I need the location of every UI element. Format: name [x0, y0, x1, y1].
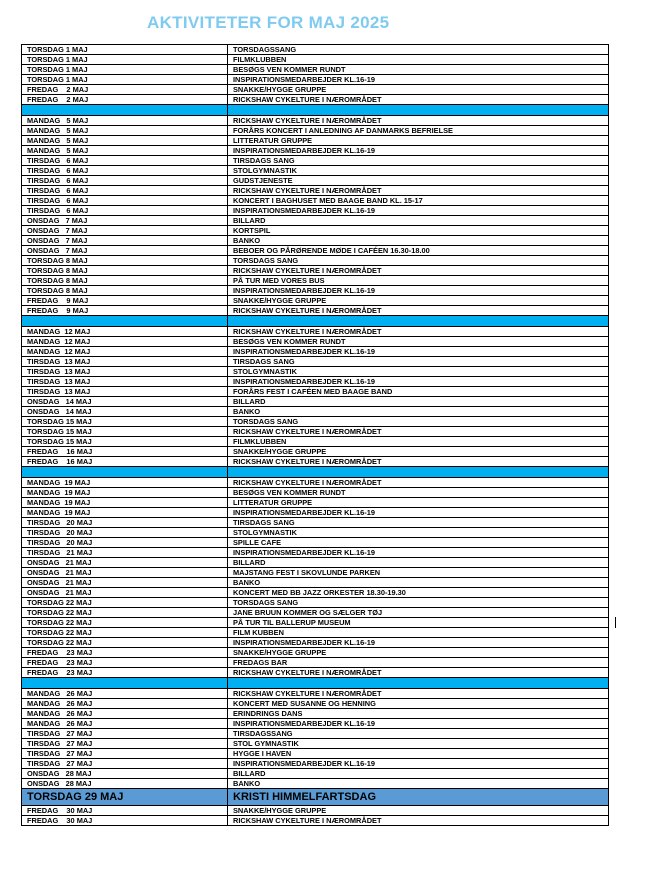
activity-cell: MAJSTANG FEST I SKOVLUNDE PARKEN [228, 568, 609, 578]
day-cell: TORSDAG 22 MAJ [22, 598, 228, 608]
day-cell: TIRSDAG 27 MAJ [22, 749, 228, 759]
schedule-row [22, 65, 609, 75]
activity-cell: INSPIRATIONSMEDARBEJDER KL.16-19 [228, 286, 609, 296]
day-cell: ONSDAG 7 MAJ [22, 216, 228, 226]
schedule-row [22, 156, 609, 166]
day-cell: TIRSDAG 6 MAJ [22, 206, 228, 216]
activity-cell: INSPIRATIONSMEDARBEJDER KL.16-19 [228, 548, 609, 558]
activity-cell: STOLGYMNASTIK [228, 166, 609, 176]
schedule-row [22, 658, 609, 668]
schedule-row [22, 498, 609, 508]
day-cell: ONSDAG 14 MAJ [22, 397, 228, 407]
activity-cell: BESØGS VEN KOMMER RUNDT [228, 337, 609, 347]
activity-cell: TORSDAGS SANG [228, 598, 609, 608]
schedule-row [22, 216, 609, 226]
schedule-row [22, 447, 609, 457]
activity-cell: INSPIRATIONSMEDARBEJDER KL.16-19 [228, 347, 609, 357]
day-cell: MANDAG 5 MAJ [22, 146, 228, 156]
schedule-row [22, 816, 609, 826]
day-cell: MANDAG 26 MAJ [22, 719, 228, 729]
activity-cell: PÅ TUR TIL BALLERUP MUSEUM [228, 618, 609, 628]
schedule-row [22, 538, 609, 548]
schedule-table-container [21, 44, 609, 826]
activity-cell: TIRSDAGSSANG [228, 729, 609, 739]
separator-cell [22, 467, 228, 478]
activity-cell: TIRSDAGS SANG [228, 518, 609, 528]
day-cell: MANDAG 19 MAJ [22, 498, 228, 508]
activity-cell: BANKO [228, 779, 609, 789]
activity-cell: SNAKKE/HYGGE GRUPPE [228, 85, 609, 95]
day-cell: TIRSDAG 13 MAJ [22, 387, 228, 397]
day-cell: TIRSDAG 21 MAJ [22, 548, 228, 558]
schedule-row [22, 357, 609, 367]
schedule-row [22, 387, 609, 397]
day-cell: TIRSDAG 20 MAJ [22, 538, 228, 548]
schedule-row [22, 377, 609, 387]
schedule-row [22, 638, 609, 648]
day-cell: TORSDAG 8 MAJ [22, 266, 228, 276]
day-cell: TORSDAG 22 MAJ [22, 608, 228, 618]
day-cell: FREDAG 23 MAJ [22, 668, 228, 678]
schedule-row [22, 206, 609, 216]
schedule-row [22, 196, 609, 206]
day-cell: FREDAG 16 MAJ [22, 447, 228, 457]
day-cell: ONSDAG 21 MAJ [22, 578, 228, 588]
schedule-row [22, 95, 609, 105]
day-cell: ONSDAG 7 MAJ [22, 226, 228, 236]
schedule-row [22, 256, 609, 266]
activity-cell: FREDAGS BAR [228, 658, 609, 668]
day-cell: FREDAG 16 MAJ [22, 457, 228, 467]
schedule-row [22, 176, 609, 186]
activity-cell: RICKSHAW CYKELTURE I NÆROMRÅDET [228, 266, 609, 276]
day-cell: TORSDAG 22 MAJ [22, 618, 228, 628]
activity-cell: INSPIRATIONSMEDARBEJDER KL.16-19 [228, 719, 609, 729]
schedule-row [22, 457, 609, 467]
day-cell: FREDAG 9 MAJ [22, 306, 228, 316]
schedule-row [22, 367, 609, 377]
activity-cell: RICKSHAW CYKELTURE I NÆROMRÅDET [228, 186, 609, 196]
day-cell: MANDAG 26 MAJ [22, 699, 228, 709]
schedule-row [22, 548, 609, 558]
schedule-row [22, 668, 609, 678]
day-cell: FREDAG 2 MAJ [22, 95, 228, 105]
day-cell: FREDAG 9 MAJ [22, 296, 228, 306]
activity-cell: BEBOER OG PÅRØRENDE MØDE I CAFÉEN 16.30-18.00 [228, 246, 609, 256]
cursor-mark [615, 617, 616, 628]
activity-cell: INSPIRATIONSMEDARBEJDER KL.16-19 [228, 377, 609, 387]
activity-cell: RICKSHAW CYKELTURE I NÆROMRÅDET [228, 668, 609, 678]
day-cell: MANDAG 19 MAJ [22, 488, 228, 498]
day-cell: TIRSDAG 6 MAJ [22, 156, 228, 166]
schedule-row [22, 478, 609, 488]
schedule-row [22, 437, 609, 447]
schedule-row [22, 427, 609, 437]
day-cell: FREDAG 30 MAJ [22, 806, 228, 816]
schedule-row [22, 608, 609, 618]
week-separator-row [22, 316, 609, 327]
schedule-rows [22, 45, 609, 826]
schedule-row [22, 327, 609, 337]
schedule-row [22, 508, 609, 518]
schedule-row [22, 397, 609, 407]
schedule-row [22, 45, 609, 55]
activity-cell: RICKSHAW CYKELTURE I NÆROMRÅDET [228, 327, 609, 337]
day-cell: MANDAG 5 MAJ [22, 136, 228, 146]
activity-cell: PÅ TUR MED VORES BUS [228, 276, 609, 286]
activity-cell: BESØGS VEN KOMMER RUNDT [228, 488, 609, 498]
schedule-row [22, 568, 609, 578]
activity-cell: INSPIRATIONSMEDARBEJDER KL.16-19 [228, 638, 609, 648]
schedule-row [22, 337, 609, 347]
activity-cell: FILMKLUBBEN [228, 437, 609, 447]
day-cell: TIRSDAG 6 MAJ [22, 166, 228, 176]
day-cell: TIRSDAG 6 MAJ [22, 186, 228, 196]
day-cell: FREDAG 23 MAJ [22, 648, 228, 658]
separator-cell [228, 678, 609, 689]
activity-cell: RICKSHAW CYKELTURE I NÆROMRÅDET [228, 306, 609, 316]
activity-cell: LITTERATUR GRUPPE [228, 498, 609, 508]
activity-cell: RICKSHAW CYKELTURE I NÆROMRÅDET [228, 689, 609, 699]
week-separator-row [22, 467, 609, 478]
day-cell: TORSDAG 22 MAJ [22, 638, 228, 648]
schedule-row [22, 528, 609, 538]
activity-cell: RICKSHAW CYKELTURE I NÆROMRÅDET [228, 427, 609, 437]
day-cell: TORSDAG 15 MAJ [22, 427, 228, 437]
day-cell: MANDAG 12 MAJ [22, 327, 228, 337]
day-cell: TIRSDAG 13 MAJ [22, 377, 228, 387]
schedule-row [22, 618, 609, 628]
activity-cell: KONCERT MED SUSANNE OG HENNING [228, 699, 609, 709]
schedule-row [22, 347, 609, 357]
schedule-row [22, 126, 609, 136]
activity-cell: RICKSHAW CYKELTURE I NÆROMRÅDET [228, 816, 609, 826]
day-cell: TIRSDAG 27 MAJ [22, 759, 228, 769]
schedule-row [22, 779, 609, 789]
day-cell: TORSDAG 15 MAJ [22, 417, 228, 427]
day-cell: TORSDAG 22 MAJ [22, 628, 228, 638]
day-cell: TIRSDAG 6 MAJ [22, 196, 228, 206]
day-cell: MANDAG 12 MAJ [22, 337, 228, 347]
activity-cell: RICKSHAW CYKELTURE I NÆROMRÅDET [228, 478, 609, 488]
schedule-row [22, 699, 609, 709]
schedule-row [22, 648, 609, 658]
schedule-row [22, 769, 609, 779]
day-cell: MANDAG 19 MAJ [22, 478, 228, 488]
schedule-row [22, 488, 609, 498]
activity-cell: STOLGYMNASTIK [228, 528, 609, 538]
schedule-row [22, 709, 609, 719]
day-cell: MANDAG 12 MAJ [22, 347, 228, 357]
schedule-row [22, 146, 609, 156]
day-cell: TIRSDAG 20 MAJ [22, 518, 228, 528]
page-title: AKTIVITETER FOR MAJ 2025 [147, 13, 390, 32]
day-cell: TORSDAG 1 MAJ [22, 75, 228, 85]
activity-cell: KRISTI HIMMELFARTSDAG [228, 789, 609, 806]
schedule-row [22, 116, 609, 126]
schedule-row [22, 518, 609, 528]
activity-cell: JANE BRUUN KOMMER OG SÆLGER TØJ [228, 608, 609, 618]
day-cell: TORSDAG 15 MAJ [22, 437, 228, 447]
activity-cell: TORSDAGS SANG [228, 256, 609, 266]
schedule-row [22, 246, 609, 256]
activity-cell: ERINDRINGS DANS [228, 709, 609, 719]
schedule-row [22, 749, 609, 759]
activity-cell: BILLARD [228, 558, 609, 568]
schedule-row [22, 689, 609, 699]
schedule-row [22, 407, 609, 417]
activity-cell: BANKO [228, 578, 609, 588]
activity-cell: BILLARD [228, 216, 609, 226]
schedule-row [22, 558, 609, 568]
day-cell: TORSDAG 1 MAJ [22, 55, 228, 65]
activity-cell: BILLARD [228, 769, 609, 779]
schedule-row [22, 806, 609, 816]
schedule-row [22, 759, 609, 769]
schedule-table [21, 44, 609, 826]
activity-cell: TIRSDAGS SANG [228, 156, 609, 166]
activity-cell: LITTERATUR GRUPPE [228, 136, 609, 146]
schedule-row [22, 286, 609, 296]
day-cell: TIRSDAG 6 MAJ [22, 176, 228, 186]
schedule-row [22, 417, 609, 427]
schedule-row [22, 85, 609, 95]
schedule-row [22, 236, 609, 246]
separator-cell [22, 316, 228, 327]
day-cell: MANDAG 5 MAJ [22, 116, 228, 126]
day-cell: TIRSDAG 20 MAJ [22, 528, 228, 538]
schedule-row [22, 166, 609, 176]
schedule-row [22, 136, 609, 146]
activity-cell: STOLGYMNASTIK [228, 367, 609, 377]
activity-cell: SNAKKE/HYGGE GRUPPE [228, 806, 609, 816]
day-cell: TORSDAG 1 MAJ [22, 65, 228, 75]
day-cell: TIRSDAG 27 MAJ [22, 739, 228, 749]
schedule-row [22, 628, 609, 638]
day-cell: TORSDAG 1 MAJ [22, 45, 228, 55]
week-separator-row [22, 105, 609, 116]
highlight-row [22, 789, 609, 806]
day-cell: FREDAG 2 MAJ [22, 85, 228, 95]
separator-cell [228, 105, 609, 116]
activity-cell: KONCERT MED BB JAZZ ORKESTER 18.30-19.30 [228, 588, 609, 598]
activity-cell: INSPIRATIONSMEDARBEJDER KL.16-19 [228, 508, 609, 518]
schedule-row [22, 75, 609, 85]
activity-cell: BANKO [228, 236, 609, 246]
day-cell: ONSDAG 21 MAJ [22, 588, 228, 598]
separator-cell [22, 105, 228, 116]
activity-cell: RICKSHAW CYKELTURE I NÆROMRÅDET [228, 116, 609, 126]
day-cell: MANDAG 19 MAJ [22, 508, 228, 518]
week-separator-row [22, 678, 609, 689]
activity-cell: FILMKLUBBEN [228, 55, 609, 65]
activity-cell: RICKSHAW CYKELTURE I NÆROMRÅDET [228, 95, 609, 105]
day-cell: ONSDAG 7 MAJ [22, 246, 228, 256]
activity-cell: TORSDAGSSANG [228, 45, 609, 55]
day-cell: TORSDAG 29 MAJ [22, 789, 228, 806]
activity-cell: FILM KUBBEN [228, 628, 609, 638]
day-cell: TIRSDAG 13 MAJ [22, 357, 228, 367]
activity-cell: BANKO [228, 407, 609, 417]
schedule-row [22, 55, 609, 65]
day-cell: MANDAG 26 MAJ [22, 689, 228, 699]
day-cell: ONSDAG 7 MAJ [22, 236, 228, 246]
activity-cell: HYGGE I HAVEN [228, 749, 609, 759]
day-cell: TORSDAG 8 MAJ [22, 286, 228, 296]
schedule-row [22, 719, 609, 729]
activity-cell: SNAKKE/HYGGE GRUPPE [228, 296, 609, 306]
separator-cell [228, 467, 609, 478]
schedule-row [22, 186, 609, 196]
activity-cell: STOL GYMNASTIK [228, 739, 609, 749]
schedule-row [22, 296, 609, 306]
activity-cell: KORTSPIL [228, 226, 609, 236]
activity-cell: INSPIRATIONSMEDARBEJDER KL.16-19 [228, 146, 609, 156]
activity-cell: BESØGS VEN KOMMER RUNDT [228, 65, 609, 75]
schedule-row [22, 739, 609, 749]
day-cell: ONSDAG 14 MAJ [22, 407, 228, 417]
day-cell: TORSDAG 8 MAJ [22, 256, 228, 266]
schedule-row [22, 729, 609, 739]
day-cell: FREDAG 30 MAJ [22, 816, 228, 826]
separator-cell [22, 678, 228, 689]
day-cell: FREDAG 23 MAJ [22, 658, 228, 668]
day-cell: ONSDAG 28 MAJ [22, 769, 228, 779]
activity-cell: GUDSTJENESTE [228, 176, 609, 186]
activity-cell: KONCERT I BAGHUSET MED BAAGE BAND KL. 15-17 [228, 196, 609, 206]
activity-cell: SNAKKE/HYGGE GRUPPE [228, 648, 609, 658]
activity-cell: SPILLE CAFE [228, 538, 609, 548]
schedule-row [22, 578, 609, 588]
activity-cell: BILLARD [228, 397, 609, 407]
activity-cell: FORÅRS KONCERT I ANLEDNING AF DANMARKS BEFRIELSE [228, 126, 609, 136]
day-cell: MANDAG 26 MAJ [22, 709, 228, 719]
day-cell: ONSDAG 21 MAJ [22, 558, 228, 568]
separator-cell [228, 316, 609, 327]
schedule-row [22, 588, 609, 598]
activity-cell: INSPIRATIONSMEDARBEJDER KL.16-19 [228, 759, 609, 769]
activity-cell: TORSDAGS SANG [228, 417, 609, 427]
activity-cell: TIRSDAGS SANG [228, 357, 609, 367]
day-cell: TIRSDAG 27 MAJ [22, 729, 228, 739]
schedule-row [22, 266, 609, 276]
activity-cell: RICKSHAW CYKELTURE I NÆROMRÅDET [228, 457, 609, 467]
schedule-row [22, 306, 609, 316]
day-cell: TIRSDAG 13 MAJ [22, 367, 228, 377]
schedule-row [22, 598, 609, 608]
activity-cell: INSPIRATIONSMEDARBEJDER KL.16-19 [228, 75, 609, 85]
day-cell: MANDAG 5 MAJ [22, 126, 228, 136]
activity-cell: SNAKKE/HYGGE GRUPPE [228, 447, 609, 457]
activity-cell: FORÅRS FEST I CAFÉEN MED BAAGE BAND [228, 387, 609, 397]
day-cell: TORSDAG 8 MAJ [22, 276, 228, 286]
schedule-row [22, 226, 609, 236]
day-cell: ONSDAG 28 MAJ [22, 779, 228, 789]
schedule-row [22, 276, 609, 286]
activity-cell: INSPIRATIONSMEDARBEJDER KL.16-19 [228, 206, 609, 216]
day-cell: ONSDAG 21 MAJ [22, 568, 228, 578]
